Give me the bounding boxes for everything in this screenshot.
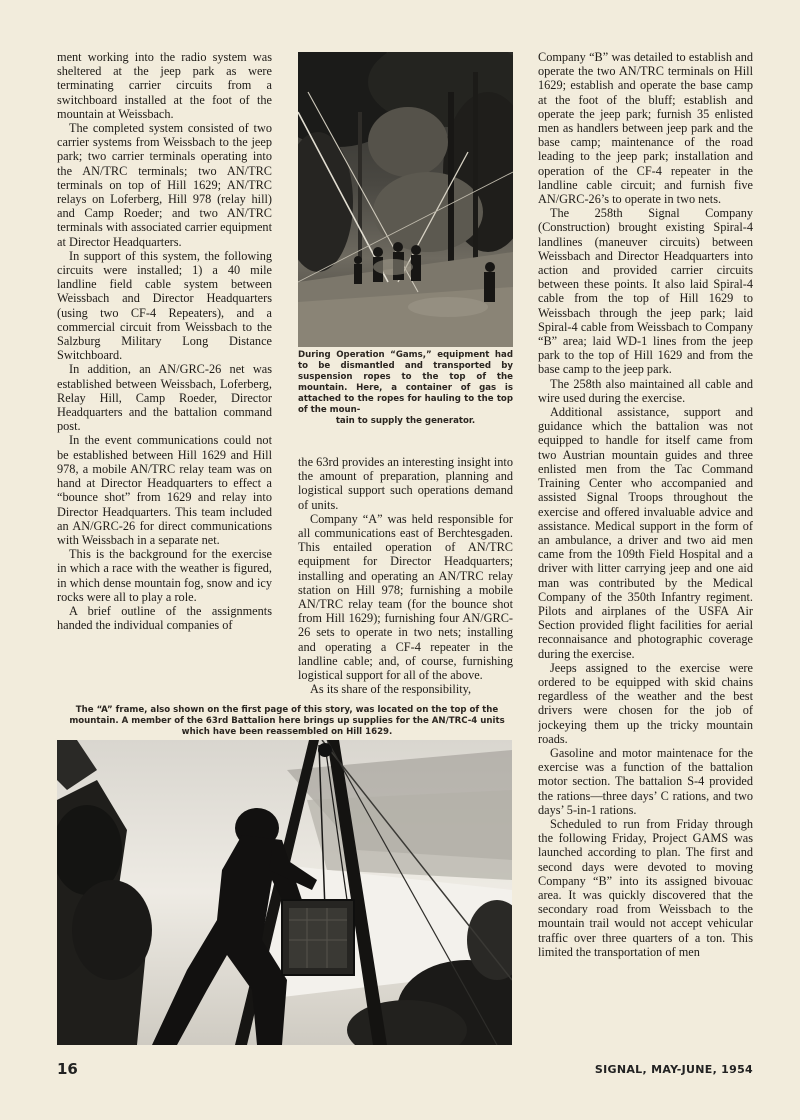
page-number: 16 (57, 1060, 78, 1078)
photo-a-frame (57, 740, 512, 1045)
paragraph: As its share of the responsibility, (310, 682, 472, 697)
paragraph: Additional assistance, support and guidance which the battalion was not equipped to handle for itself came from two Austrian mountain guides and three enlisted men from the Tac Command Training Center who accompanied and assisted Signal Troops throughout the exercise and offered invaluable advice and assistance. Medical support in the form of an ambulance, a driver and two aid men came from the 109th Field Hospital and a driver with litter carrying jeep and one aid man was contributed by the Medical Company of the 350th Infantry regiment. Pilots and airplanes of the USFA Air Section provided flight facilities for aerial reconnaisance and photographic coverage during the exercise. (538, 405, 753, 661)
paragraph: Scheduled to run from Friday through the following Friday, Project GAMS was launched according to plan. The first and second days were devoted to moving Company “B” into its assigned bivouac area. It was quickly discovered that the secondary road from Weissbach to the mountain trail would not accept vehicular traffic over three quarters of a ton. This limited the transportation of men (538, 816, 753, 959)
photo-a-frame-image (57, 740, 512, 1045)
right-text-column (538, 50, 753, 1050)
paragraph: The 258th also maintained all cable and wire used during the exercise. (538, 376, 753, 405)
paragraph: In the event communications could not be established between Hill 1629 and Hill 978, a mobile AN/TRC relay team was on hand at Director Headquarters to effect a “bounce shot” from 1629 and relay into Director Headquarters. This team included an AN/GRC-26 for direct communications with Weissbach in a separate net. (57, 433, 272, 547)
paragraph: A brief outline of the assignments handed the individual companies of (57, 603, 272, 633)
caption-suspension-ropes (298, 350, 513, 427)
photo-suspension-ropes-image (298, 52, 513, 347)
photo-suspension-ropes (298, 52, 513, 347)
caption-text-last-line: tain to supply the generator. (335, 416, 476, 426)
middle-text-column (298, 455, 513, 700)
paragraph: the 63rd provides an interesting insight into the amount of preparation, planning and logistical support such operations demand of units. (298, 455, 513, 512)
paragraph: ment working into the radio system was sheltered at the jeep park as were terminating carrier circuits from a switchboard installed at the foot of the mountain at Weissbach. (57, 50, 272, 121)
footer-issue-title: SIGNAL, MAY-JUNE, 1954 (594, 1063, 753, 1076)
paragraph: In addition, an AN/GRC-26 net was established between Weissbach, Loferberg, Relay Hill, Camp Roeder, Director Headquarters and the battalion command post. (57, 362, 272, 434)
paragraph: The completed system consisted of two carrier systems from Weissbach to the jeep park; two carrier terminals operating into the AN/TRC terminals; two AN/TRC terminals on top of Hill 1629; AN/TRC relays on Loferberg, Hill 978 (relay hill) and Camp Roeder; and two AN/TRC terminals with associated carrier equipment at Director Headquarters. (57, 121, 272, 249)
caption-text: During Operation “Gams,” equipment had to be dismantled and transported by suspension ropes to the top of the mountain. Here, a container of gas is attached to the ropes for hauling to the top of the moun- (298, 350, 513, 415)
paragraph: Gasoline and motor maintenace for the exercise was a function of the battalion motor section. The battalion S-4 provided the rations—three days’ C rations, and two days’ 5-in-1 rations. (538, 745, 753, 817)
paragraph: Company “B” was detailed to establish and operate the two AN/TRC terminals on Hill 1629; establish and operate the base camp at the foot of the bluff; establish and operate the jeep park; furnish 35 enlisted men as handlers between jeep park and the base camp; maintenance of the road leading to the jeep park; installation and operation of the CF-4 repeater in the landline cable circuit; and furnish five AN/GRC-26’s to operate in two nets. (538, 50, 753, 207)
left-text-column (57, 50, 272, 700)
paragraph: This is the background for the exercise in which a race with the weather is figured, in which dense mountain fog, snow and icy rocks were all to play a role. (57, 547, 272, 604)
paragraph: Company “A” was held responsible for all communications east of Berchtesgaden. This entailed operation of AN/TRC equipment for Director Headquarters; installing and operating an AN/TRC relay station on Hill 978; furnishing a mobile AN/TRC relay team (for the bounce shot from Hill 1629); furnishing four AN/GRC-26 sets to operate in two nets; installing and operating a CF-4 repeater in the landline cable; and, of course, furnishing logistical support for all of the above. (298, 511, 513, 683)
caption-a-frame: The “A” frame, also shown on the first page of this story, was located on the top of the mountain. A member of the 63rd Battalion here brings up supplies for the AN/TRC-4 units which have been reassembled on Hill 1629. (69, 705, 505, 737)
paragraph: Jeeps assigned to the exercise were ordered to be equipped with skid chains regardless of the weather and the best drivers were chosen for the job of jockeying them up the tricky mountain roads. (538, 660, 753, 746)
paragraph: The 258th Signal Company (Construction) brought existing Spiral-4 landlines (maneuver circuits) between Weissbach and Director Headquarters into action and provided carrier circuits between these points. It also laid Spiral-4 cable from the top of Hill 1629 to Weissbach through the jeep park; laid Spiral-4 cable from Weissbach to Company “B” area; laid WD-1 lines from the jeep park to the top of Hill 1629 and from the base camp to the jeep park. (538, 206, 753, 377)
paragraph: In support of this system, the following circuits were installed; 1) a 40 mile landline field cable system between Weissbach and Director Headquarters (using two CF-4 Repeaters), and a commercial circuit from Weissbach to the Salzburg Military Long Distance Switchboard. (57, 248, 272, 363)
